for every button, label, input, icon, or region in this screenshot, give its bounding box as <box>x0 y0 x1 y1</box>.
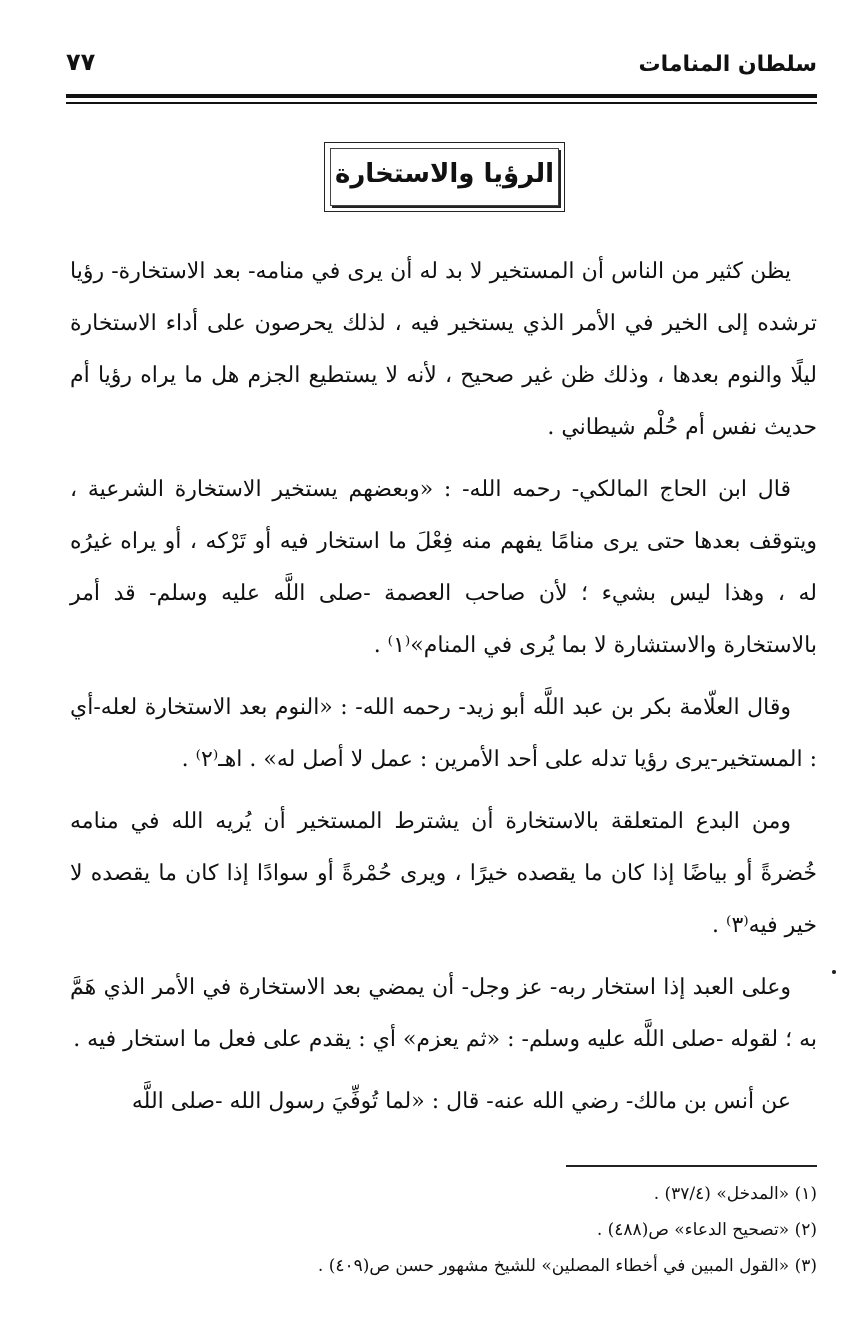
header-rule-thick <box>66 94 817 98</box>
section-title-inner-frame <box>330 148 559 206</box>
paragraph-1: يظن كثير من الناس أن المستخير لا بد له أن يرى في منامه- بعد الاستخارة- رؤيا ترشده إلى الخير في الأمر الذي يستخير فيه ، لذلك يحرصون على أداء الاستخارة ليلًا والنوم بعدها ، وذلك ظن غير صحيح ، لأنه لا يستطيع الجزم هل ما يراه رؤيا أم حديث نفس أم حُلْم شيطاني . <box>70 259 817 440</box>
footnote-1: (١) «المدخل» (٣٧/٤) . <box>653 1184 817 1204</box>
page-number: ٧٧ <box>66 48 96 76</box>
running-title: سلطان المنامات <box>638 52 817 77</box>
footnote-3: (٣) «القول المبين في أخطاء المصلين» للشيخ مشهور حسن ص(٤٠٩) . <box>317 1256 817 1276</box>
margin-speck <box>832 970 836 974</box>
footnote-separator <box>566 1165 817 1167</box>
footnote-2: (٢) «تصحيح الدعاء» ص(٤٨٨) . <box>596 1220 817 1240</box>
section-title-frame <box>324 142 565 212</box>
paragraph-5: وعلى العبد إذا استخار ربه- عز وجل- أن يمضي بعد الاستخارة في الأمر الذي هَمَّ به ؛ لقوله -صلى اللَّه عليه وسلم- : «ثم يعزم» أي : يقدم على فعل ما استخار فيه . <box>70 975 817 1052</box>
section-title: الرؤيا والاستخارة <box>334 159 555 189</box>
paragraph-2: قال ابن الحاج المالكي- رحمه الله- : «وبعضهم يستخير الاستخارة الشرعية ، ويتوقف بعدها حتى يرى منامًا يفهم منه فِعْلَ ما استخار فيه أو تَرْكه ، أو يراه غيرُه له ، وهذا ليس بشيء ؛ لأن صاحب العصمة -صلى اللَّه عليه وسلم- قد أمر بالاستخارة والاستشارة لا بما يُرى في المنام»⁽١⁾ . <box>70 477 817 658</box>
footnotes <box>70 1176 817 1284</box>
paragraph-6: عن أنس بن مالك- رضي الله عنه- قال : «لما تُوفِّيَ رسول الله -صلى اللَّه <box>131 1089 791 1114</box>
paragraph-4: ومن البدع المتعلقة بالاستخارة أن يشترط المستخير أن يُريه الله في منامه خُضرةً أو بياضًا إذا كان ما يقصده خيرًا ، ويرى حُمْرةً أو سوادًا إذا كان ما يقصده لا خير فيه⁽٣⁾ . <box>70 809 817 938</box>
page-header <box>66 44 817 92</box>
body-text <box>70 246 817 1138</box>
header-rule-thin <box>66 102 817 104</box>
paragraph-3: وقال العلّامة بكر بن عبد اللَّه أبو زيد- رحمه الله- : «النوم بعد الاستخارة لعله-أي : المستخير-يرى رؤيا تدله على أحد الأمرين : عمل لا أصل له» . اهـ⁽٢⁾ . <box>70 695 817 772</box>
